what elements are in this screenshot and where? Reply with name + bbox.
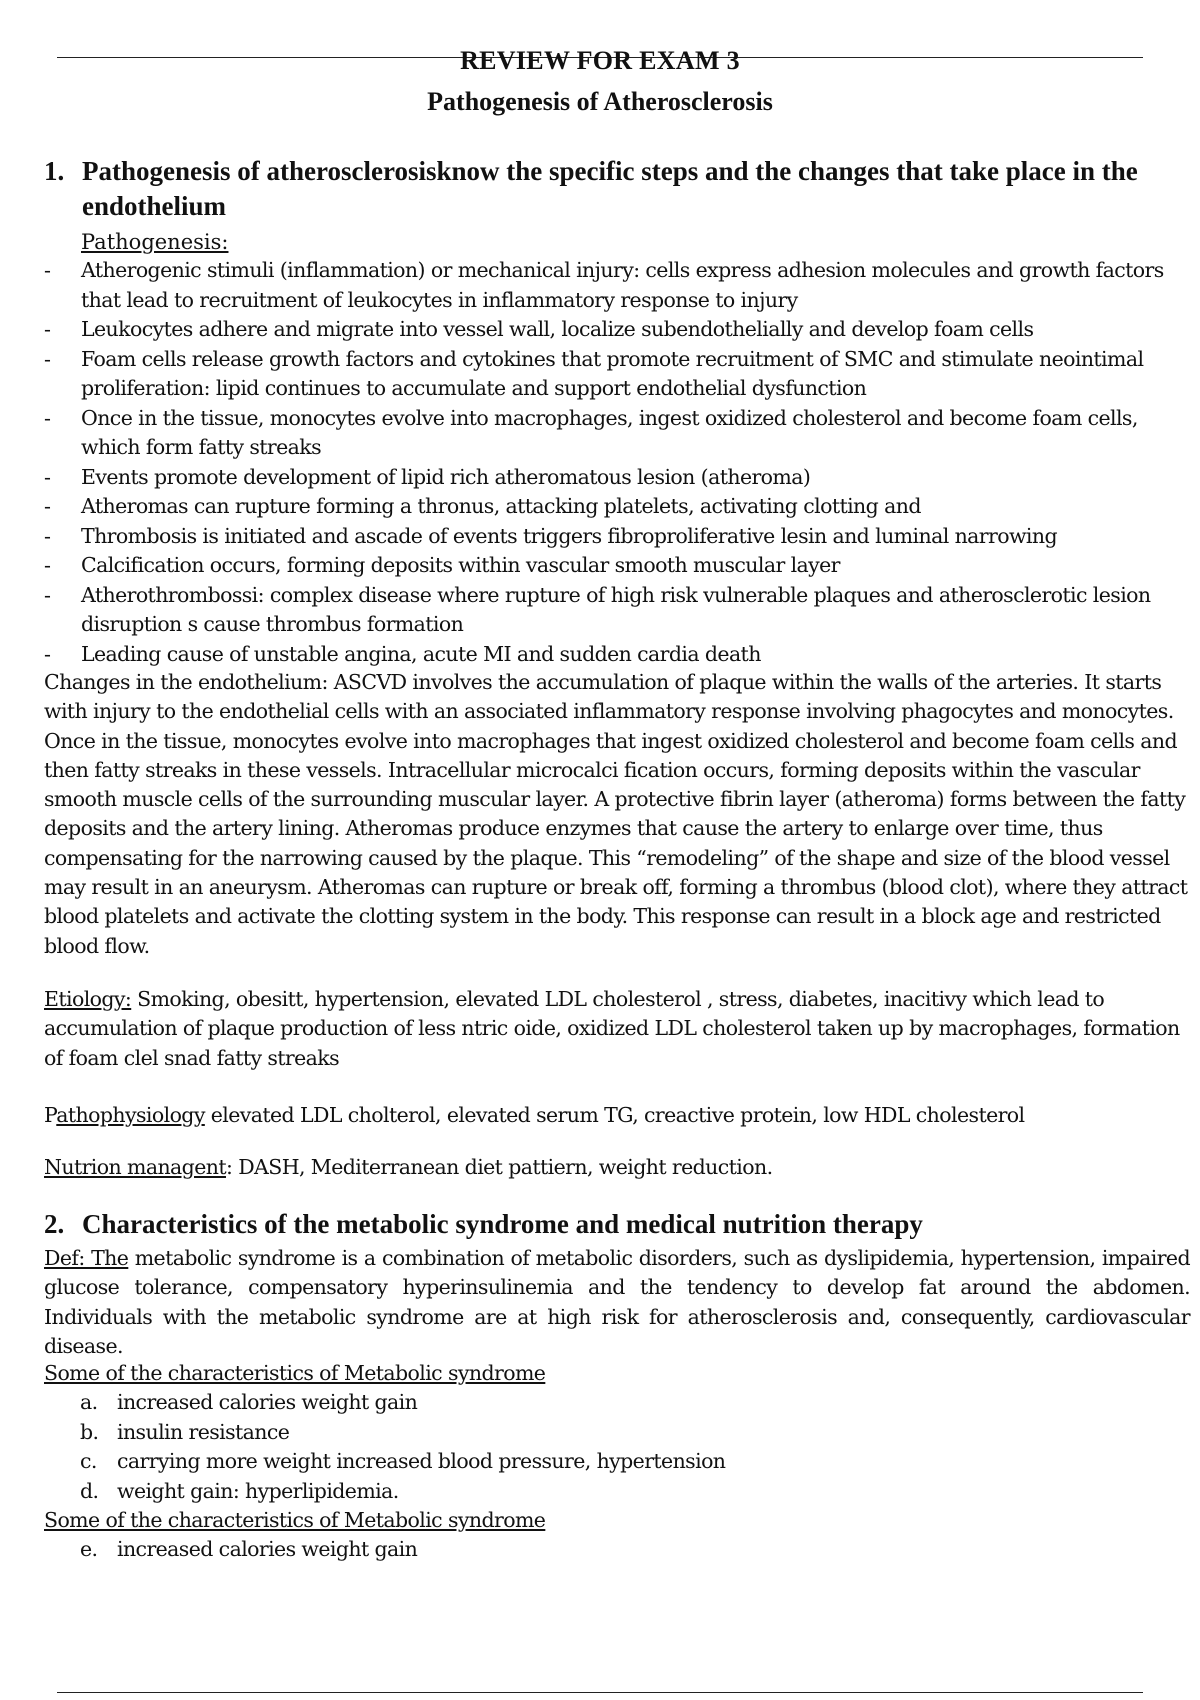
definition-paragraph xyxy=(44,1244,1190,1361)
pathophysiology-text: elevated LDL cholterol, elevated serum TG, creactive protein, low HDL cholesterol xyxy=(204,1103,1025,1127)
etiology-text: Smoking, obesitt, hypertension, elevated LDL cholesterol , stress, diabetes, inacitivy which lead to accumulation of plaque production of less ntric oide, oxidized LDL cholesterol taken up by macrophages, formation of foam clel snad fatty streaks xyxy=(44,987,1180,1070)
characteristics-label-2: Some of the characteristics of Metabolic syndrome xyxy=(44,1508,546,1532)
pathophysiology-paragraph xyxy=(44,1101,1190,1130)
pathophysiology-prefix: P xyxy=(44,1103,57,1127)
bullet-item: - Once in the tissue, monocytes evolve into macrophages, ingest oxidized cholesterol and become foam cells, which form fatty streaks xyxy=(44,404,1194,463)
bottom-rule xyxy=(57,1692,1143,1693)
section-1-number: 1. xyxy=(44,156,65,186)
bullet-item: - Atherothrombossi: complex disease where rupture of high risk vulnerable plaques and atherosclerotic lesion disruption s cause thrombus formation xyxy=(44,581,1194,640)
list-text: increased calories weight gain xyxy=(117,1537,418,1561)
section-2-title: Characteristics of the metabolic syndrome and medical nutrition therapy xyxy=(82,1209,923,1239)
characteristics-list-1 xyxy=(80,1388,880,1506)
list-item xyxy=(80,1418,880,1448)
list-text: increased calories weight gain xyxy=(117,1390,418,1414)
section-1-title: Pathogenesis of atherosclerosisknow the specific steps and the changes that take place in the endothelium xyxy=(82,156,1138,221)
characteristics-heading-1 xyxy=(44,1359,1190,1388)
list-text: carrying more weight increased blood pressure, hypertension xyxy=(117,1449,726,1473)
definition-text: metabolic syndrome is a combination of metabolic disorders, such as dyslipidemia, hypertension, impaired glucose tolerance, compensatory hyperinsulinemia and the tendency to develop fat around the abdomen. Individuals with the metabolic syndrome are at high risk for atherosclerosis and, consequently, cardiovascular disease. xyxy=(44,1246,1190,1358)
bullet-item: - Atherogenic stimuli (inflammation) or mechanical injury: cells express adhesion molecules and growth factors that lead to recruitment of leukocytes in inflammatory response to injury xyxy=(44,256,1194,315)
bullet-item: - Thrombosis is initiated and ascade of events triggers fibroproliferative lesin and luminal narrowing xyxy=(44,522,1194,552)
nutrition-management-paragraph xyxy=(44,1153,1190,1182)
bullet-item: - Atheromas can rupture forming a thronus, attacking platelets, activating clotting and xyxy=(44,492,1194,522)
document-subtitle: Pathogenesis of Atherosclerosis xyxy=(427,87,773,116)
bullet-item: - Calcification occurs, forming deposits within vascular smooth muscular layer xyxy=(44,551,1194,581)
bullet-item: - Leukocytes adhere and migrate into vessel wall, localize subendothelially and develop foam cells xyxy=(44,315,1194,345)
list-item xyxy=(80,1388,880,1418)
nutrition-management-text: : DASH, Mediterranean diet pattiern, weight reduction. xyxy=(225,1155,773,1179)
section-1-heading xyxy=(44,154,1154,224)
nutrition-management-label: Nutrion managent xyxy=(44,1155,226,1179)
characteristics-list-2 xyxy=(80,1535,880,1565)
list-marker: e. xyxy=(80,1537,98,1561)
exam-title: REVIEW FOR EXAM 3 xyxy=(460,46,740,75)
list-item xyxy=(80,1477,880,1507)
etiology-paragraph xyxy=(44,985,1190,1073)
list-marker: d. xyxy=(80,1478,99,1503)
pathogenesis-bullet-list xyxy=(44,256,1194,669)
list-marker: b. xyxy=(80,1419,99,1444)
pathogenesis-label: Pathogenesis: xyxy=(81,230,229,254)
etiology-label: Etiology: xyxy=(44,987,132,1011)
pathophysiology-label: athophysiology xyxy=(56,1103,205,1127)
list-text: insulin resistance xyxy=(117,1419,290,1444)
definition-label: Def: The xyxy=(44,1246,129,1270)
list-text: weight gain: hyperlipidemia. xyxy=(117,1478,399,1503)
characteristics-label-1: Some of the characteristics of Metabolic syndrome xyxy=(44,1361,546,1385)
bullet-item: - Foam cells release growth factors and cytokines that promote recruitment of SMC and stimulate neointimal proliferation: lipid continues to accumulate and support endothelial dysfunction xyxy=(44,345,1194,404)
bullet-item: - Leading cause of unstable angina, acute MI and sudden cardia death xyxy=(44,640,1194,670)
list-marker: a. xyxy=(80,1390,98,1414)
endothelium-changes-paragraph: Changes in the endothelium: ASCVD involves the accumulation of plaque within the walls of the arteries. It starts with injury to the endothelial cells with an associated inflammatory response involving phagocytes and monocytes. Once in the tissue, monocytes evolve into macrophages that ingest oxidized cholesterol and become foam cells and then fatty streaks in these vessels. Intracellular microcalci fication occurs, forming deposits within the vascular smooth muscle cells of the surrounding muscular layer. A protective fibrin layer (atheroma) forms between the fatty deposits and the artery lining. Atheromas produce enzymes that cause the artery to enlarge over time, thus compensating for the narrowing caused by the plaque. This “remodeling” of the shape and size of the blood vessel may result in an aneurysm. Atheromas can rupture or break off, forming a thrombus (blood clot), where they attract blood platelets and activate the clotting system in the body. This response can result in a block age and restricted blood flow. xyxy=(44,670,1188,958)
bullet-item: - Events promote development of lipid rich atheromatous lesion (atheroma) xyxy=(44,463,1194,493)
characteristics-heading-2 xyxy=(44,1506,1190,1535)
section-2-heading xyxy=(44,1207,1154,1242)
list-item xyxy=(80,1447,880,1477)
list-item xyxy=(80,1535,880,1565)
section-2-number: 2. xyxy=(44,1209,65,1239)
list-marker: c. xyxy=(80,1449,97,1473)
